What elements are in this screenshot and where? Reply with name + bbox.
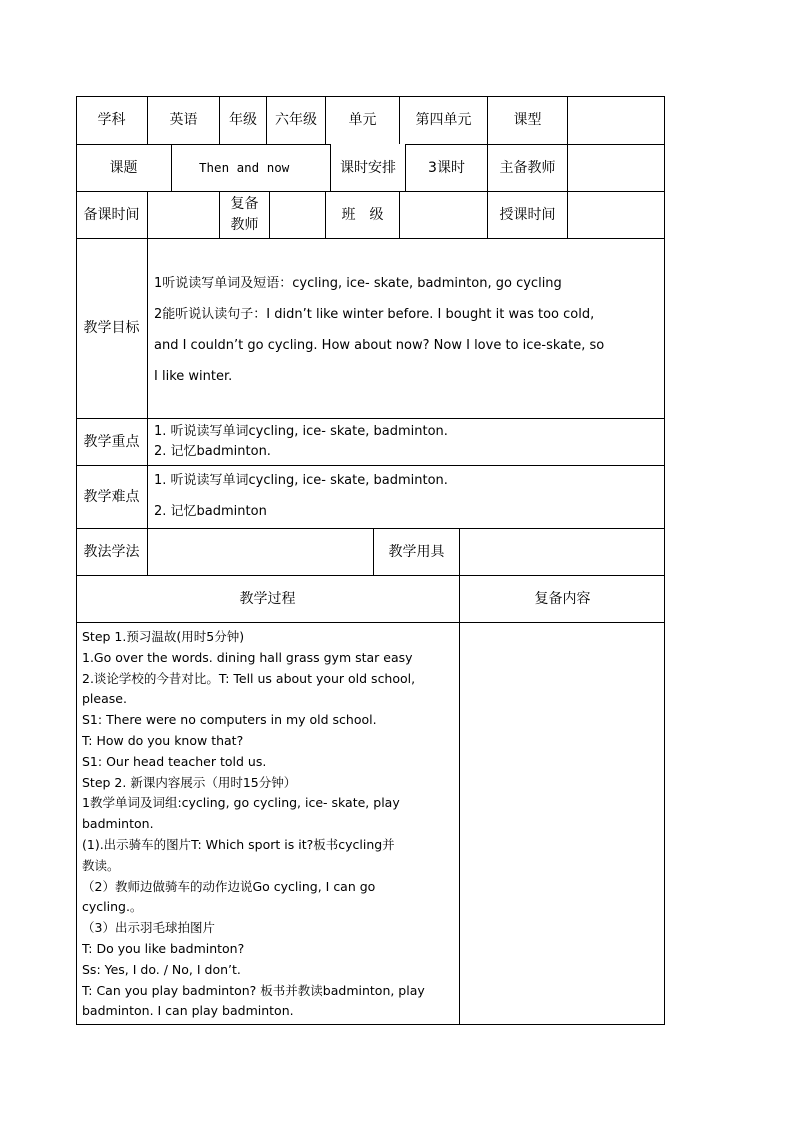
row-process-header xyxy=(76,575,665,622)
process-line: 1.Go over the words. dining hall grass gym star easy xyxy=(82,649,413,665)
schedule-label: 课时安排 xyxy=(330,144,406,191)
row-key-points xyxy=(76,418,665,465)
process-line: cycling.。 xyxy=(82,899,143,915)
process-line: Ss: Yes, I do. / No, I don’t. xyxy=(82,961,241,977)
process-line: S1: Our head teacher told us. xyxy=(82,753,267,769)
notes-content xyxy=(460,622,665,1025)
unit-value: 第四单元 xyxy=(400,96,488,144)
lesson-type-value xyxy=(568,96,665,144)
process-content xyxy=(82,627,456,1022)
goal-line: 2能听说认读句子：I didn’t like winter before. I bought it was too cold, xyxy=(154,307,595,322)
process-line: T: Do you like badminton? xyxy=(82,940,245,956)
row-methods xyxy=(76,528,665,575)
process-line: badminton. xyxy=(82,816,154,832)
co-teacher-label xyxy=(220,191,270,238)
topic-value: Then and now xyxy=(172,144,406,191)
process-line: Step 2. 新课内容展示（用时15分钟） xyxy=(82,774,297,790)
goal-line: and I couldn’t go cycling. How about now? Now I love to ice-skate, so xyxy=(154,338,605,353)
difficulties-label: 教学难点 xyxy=(76,465,148,528)
process-line: S1: There were no computers in my old school. xyxy=(82,712,377,728)
key-points-content xyxy=(148,418,665,465)
process-line: T: How do you know that? xyxy=(82,732,244,748)
process-line: Step 1.预习温故(用时5分钟) xyxy=(82,629,245,644)
subject-value: 英语 xyxy=(148,96,220,144)
process-line: （3）出示羽毛球拍图片 xyxy=(82,920,215,936)
co-teacher-value xyxy=(270,191,326,238)
goal-line: I like winter. xyxy=(154,369,233,384)
prep-time-value xyxy=(148,191,220,238)
grade-value: 六年级 xyxy=(267,96,326,144)
process-line: 1教学单词及词组:cycling, go cycling, ice- skate, play xyxy=(82,795,400,811)
topic-label: 课题 xyxy=(76,144,172,191)
key-points-label: 教学重点 xyxy=(76,418,148,465)
co-teacher-label-line1: 复备 xyxy=(230,195,259,212)
difficulty-line: 1. 听说读写单词cycling, ice- skate, badminton. xyxy=(154,473,448,488)
teach-time-value xyxy=(568,191,665,238)
prep-time-label: 备课时间 xyxy=(76,191,148,238)
class-value xyxy=(400,191,488,238)
tools-value xyxy=(460,528,665,575)
process-line: badminton. I can play badminton. xyxy=(82,1003,294,1019)
notes-header: 复备内容 xyxy=(534,590,591,607)
process-line: T: Can you play badminton? 板书并教读badminton, play xyxy=(82,982,425,998)
class-label: 班 级 xyxy=(326,191,400,238)
process-line: please. xyxy=(82,691,127,707)
lead-teacher-label: 主备教师 xyxy=(488,144,568,191)
goals-label: 教学目标 xyxy=(76,238,148,418)
key-point-line: 2. 记忆badminton. xyxy=(154,444,271,459)
teach-time-label: 授课时间 xyxy=(488,191,568,238)
lesson-type-label: 课型 xyxy=(488,96,568,144)
row-difficulties xyxy=(76,465,665,528)
goals-content xyxy=(154,268,604,392)
methods-label: 教法学法 xyxy=(76,528,148,575)
methods-value xyxy=(148,528,374,575)
process-line: (1).出示骑车的图片T: Which sport is it?板书cycling并 xyxy=(82,836,395,852)
row-subject xyxy=(76,96,665,144)
process-line: 教读。 xyxy=(82,857,120,873)
lead-teacher-value xyxy=(568,144,665,191)
difficulties-content xyxy=(148,465,665,528)
unit-label: 单元 xyxy=(326,96,400,144)
co-teacher-label-line2: 教师 xyxy=(230,216,259,233)
subject-label: 学科 xyxy=(76,96,148,144)
process-header: 教学过程 xyxy=(76,575,460,622)
grade-label: 年级 xyxy=(220,96,267,144)
row-topic-right xyxy=(76,144,665,191)
schedule-value: 3课时 xyxy=(406,144,488,191)
difficulty-line: 2. 记忆badminton xyxy=(154,504,267,519)
tools-label: 教学用具 xyxy=(374,528,460,575)
row-prep xyxy=(76,191,665,238)
goal-line: 1听说读写单词及短语：cycling, ice- skate, badminton, go cycling xyxy=(154,276,562,291)
key-point-line: 1. 听说读写单词cycling, ice- skate, badminton. xyxy=(154,424,448,439)
process-line: （2）教师边做骑车的动作边说Go cycling, I can go xyxy=(82,878,376,894)
process-line: 2.谈论学校的今昔对比。T: Tell us about your old school, xyxy=(82,670,416,686)
